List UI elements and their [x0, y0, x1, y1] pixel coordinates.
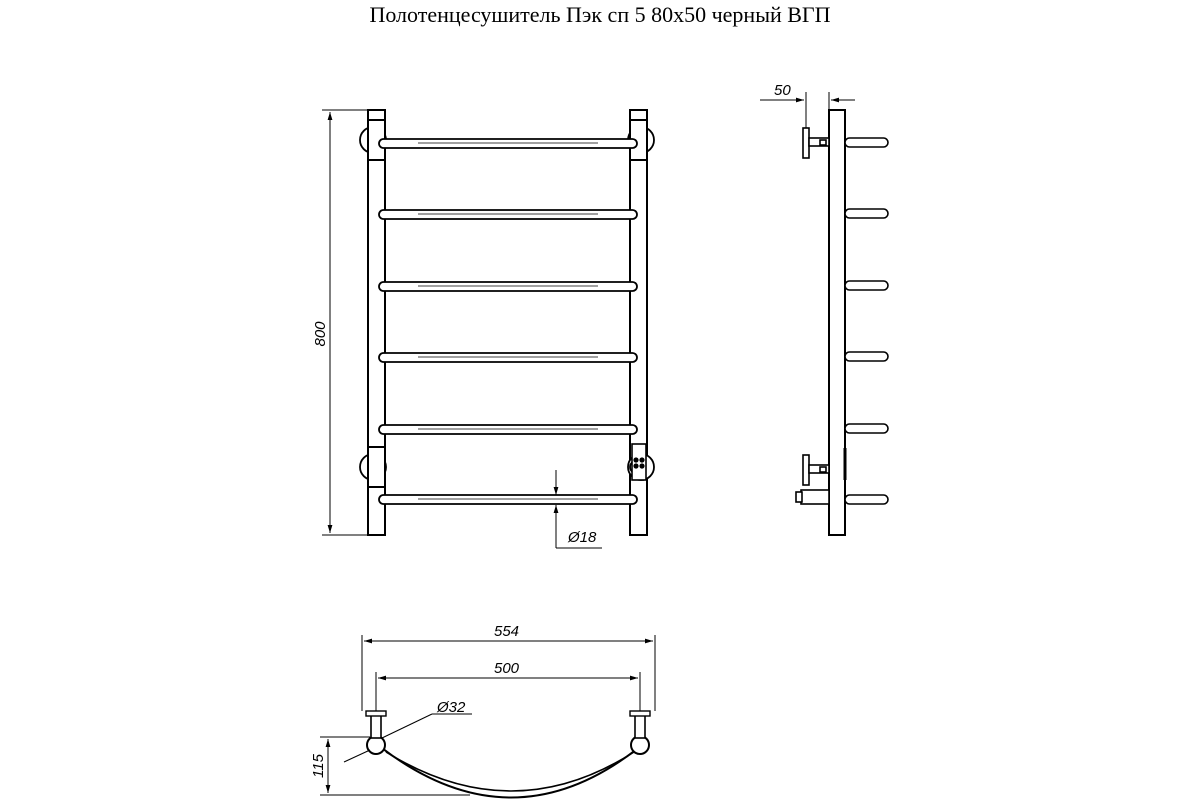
dim-height-label: 800 [312, 321, 329, 347]
dim-center-distance [376, 672, 640, 711]
dim-tube-diameter-label: Ø18 [568, 529, 597, 546]
dim-bottom-depth-label: 115 [310, 754, 327, 778]
dim-overall-width-label: 554 [494, 623, 520, 640]
side-cable-inlet [796, 490, 829, 504]
rung-2 [379, 210, 637, 219]
top-view-arc-outer [378, 745, 642, 798]
drawing-title: Полотенцесушитель Пэк сп 5 80x50 черный ВГП [369, 2, 831, 27]
rung-3 [379, 282, 637, 291]
dim-center-distance-label: 500 [494, 660, 520, 677]
dim-depth-label: 50 [774, 82, 791, 99]
top-view-arc-inner [386, 752, 634, 791]
front-view [360, 110, 654, 535]
dim-pipe-diameter-label: Ø32 [437, 699, 466, 716]
side-mount-top [803, 128, 829, 158]
rung-6 [379, 495, 637, 504]
rung-4 [379, 353, 637, 362]
side-view [796, 110, 888, 535]
side-post [829, 110, 845, 535]
control-unit [632, 444, 646, 480]
top-view [366, 711, 650, 798]
rung-1 [379, 139, 637, 148]
dim-pipe-diameter [344, 714, 472, 762]
rung-5 [379, 425, 637, 434]
side-mount-bottom [803, 455, 829, 485]
